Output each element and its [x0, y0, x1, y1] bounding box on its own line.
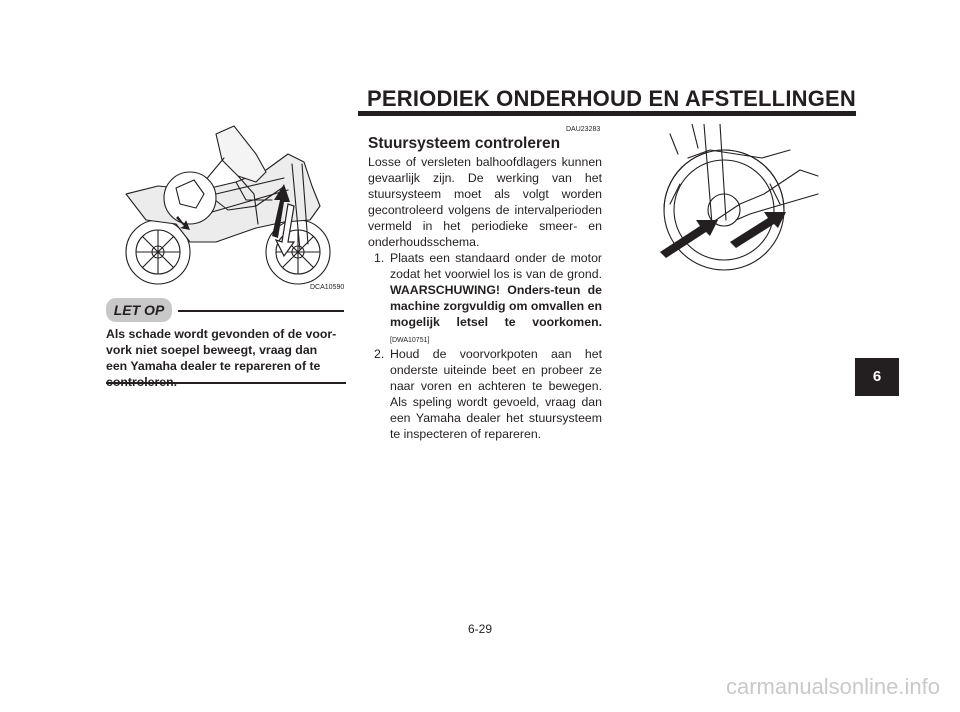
list-item [368, 250, 602, 349]
caution-line: vork niet soepel beweegt, vraag dan [106, 343, 318, 357]
list-item-text: Houd de voorvorkpoten aan het onderste uiteinde beet en probeer ze naar voren en achteren te bewegen. Als speling wordt gevoeld, vraag dan een Yamaha dealer het stuursysteem te inspecteren of repareren. [390, 347, 602, 441]
caution-text [106, 326, 346, 390]
intro-paragraph: Losse of versleten balhoofdlagers kunnen gevaarlijk zijn. De werking van het stuursysteem moet als volgt worden gecontroleerd volgens de intervalperioden vermeld in het periodieke smeer- en onderhoudsschema. [368, 155, 602, 249]
chapter-tab: 6 [855, 358, 899, 396]
page-number: 6-29 [467, 622, 493, 636]
fork-play-illustration [640, 124, 820, 272]
step-text: Plaats een standaard onder de motor zodat het voorwiel los is van de grond. [390, 251, 602, 281]
list-item-number: 1. [374, 251, 385, 265]
list-item [368, 346, 602, 442]
list-item-text [390, 250, 602, 349]
caution-label: LET OP [106, 298, 172, 322]
caution-top-rule [178, 310, 344, 312]
motorcycle-fork-illustration [106, 124, 346, 292]
list-item-number: 2. [374, 347, 385, 361]
watermark-text: carmanualsonline.info [725, 674, 940, 699]
warning-code: [DWA10751] [390, 337, 430, 344]
caution-bottom-rule [106, 382, 346, 384]
warning-text: WAARSCHUWING! Onders-teun de machine zorgvuldig om omvallen en mogelijk letsel te voorkomen. [390, 283, 602, 329]
caution-line: een Yamaha dealer te repareren of te [106, 359, 321, 373]
section-ref-code: DAU23283 [566, 126, 601, 133]
caution-line: Als schade wordt gevonden of de voor- [106, 327, 337, 341]
header-rule [358, 111, 856, 116]
section-title: Stuursysteem controleren [368, 135, 561, 152]
figure-code: DCA10590 [310, 284, 345, 291]
page-header-title: PERIODIEK ONDERHOUD EN AFSTELLINGEN [367, 86, 856, 111]
